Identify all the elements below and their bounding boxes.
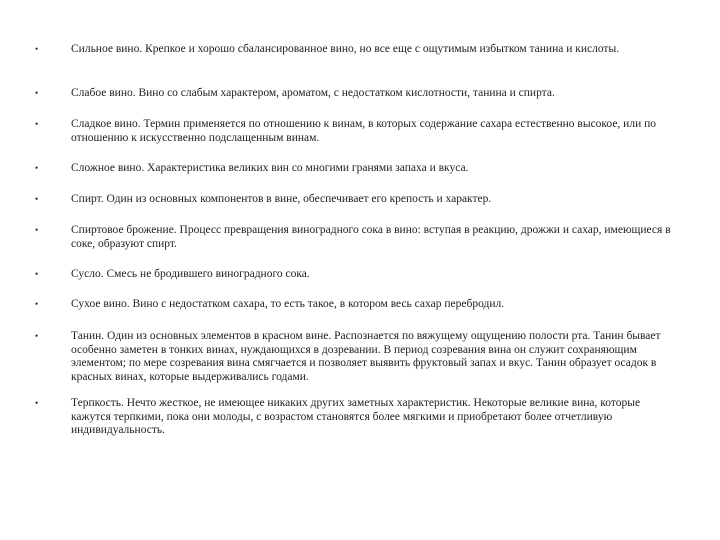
bullet: • [35,194,39,204]
glossary-item-text: Сухое вино. Вино с недостатком сахара, то есть такое, в котором весь сахар перебродил. [71,298,505,310]
bullet: • [35,88,39,98]
glossary-item-text: Терпкость. Нечто жесткое, не имеющее никаких других заметных характеристик. Некоторые великие вина, которые кажутся терпкими, пока они молоды, с возрастом становятся более мягкими и приобретают более отчетливую индивидуальность. [71,397,641,436]
glossary-item-text: Сильное вино. Крепкое и хорошо сбалансированное вино, но все еще с ощутимым избытком танина и кислоты. [71,43,620,55]
bullet: • [35,119,39,129]
glossary-item-text: Сусло. Смесь не бродившего виноградного сока. [71,268,310,280]
bullet: • [35,44,39,54]
glossary-item-text: Слабое вино. Вино со слабым характером, ароматом, с недостатком кислотности, танина и спирта. [71,87,555,99]
glossary-item-text: Сладкое вино. Термин применяется по отношению к винам, в которых содержание сахара естественно высокое, или по отношению к искусственно подслащенным винам. [71,118,657,144]
bullet: • [35,398,39,408]
bullet: • [35,299,39,309]
glossary-item-text: Сложное вино. Характеристика великих вин со многими гранями запаха и вкуса. [71,162,469,174]
glossary-item-text: Спиртовое брожение. Процесс превращения виноградного сока в вино: вступая в реакцию, дрожжи и сахар, имеющиеся в соке, образуют спирт. [71,224,671,250]
bullet: • [35,331,39,341]
glossary-item-text: Танин. Один из основных элементов в красном вине. Распознается по вяжущему ощущению полости рта. Танин бывает особенно заметен в тонких винах, нуждающихся в дозревании. В период созревания вина он служит сохраняющим элементом; по мере созревания вина смягчается и позволяет выявить фруктовый запах и вкус. Танин образует осадок в красных винах, которые выдерживались годами. [71,330,661,383]
glossary-item-text: Спирт. Один из основных компонентов в вине, обеспечивает его крепость и характер. [71,193,492,205]
bullet: • [35,269,39,279]
bullet: • [35,163,39,173]
bullet: • [35,225,39,235]
